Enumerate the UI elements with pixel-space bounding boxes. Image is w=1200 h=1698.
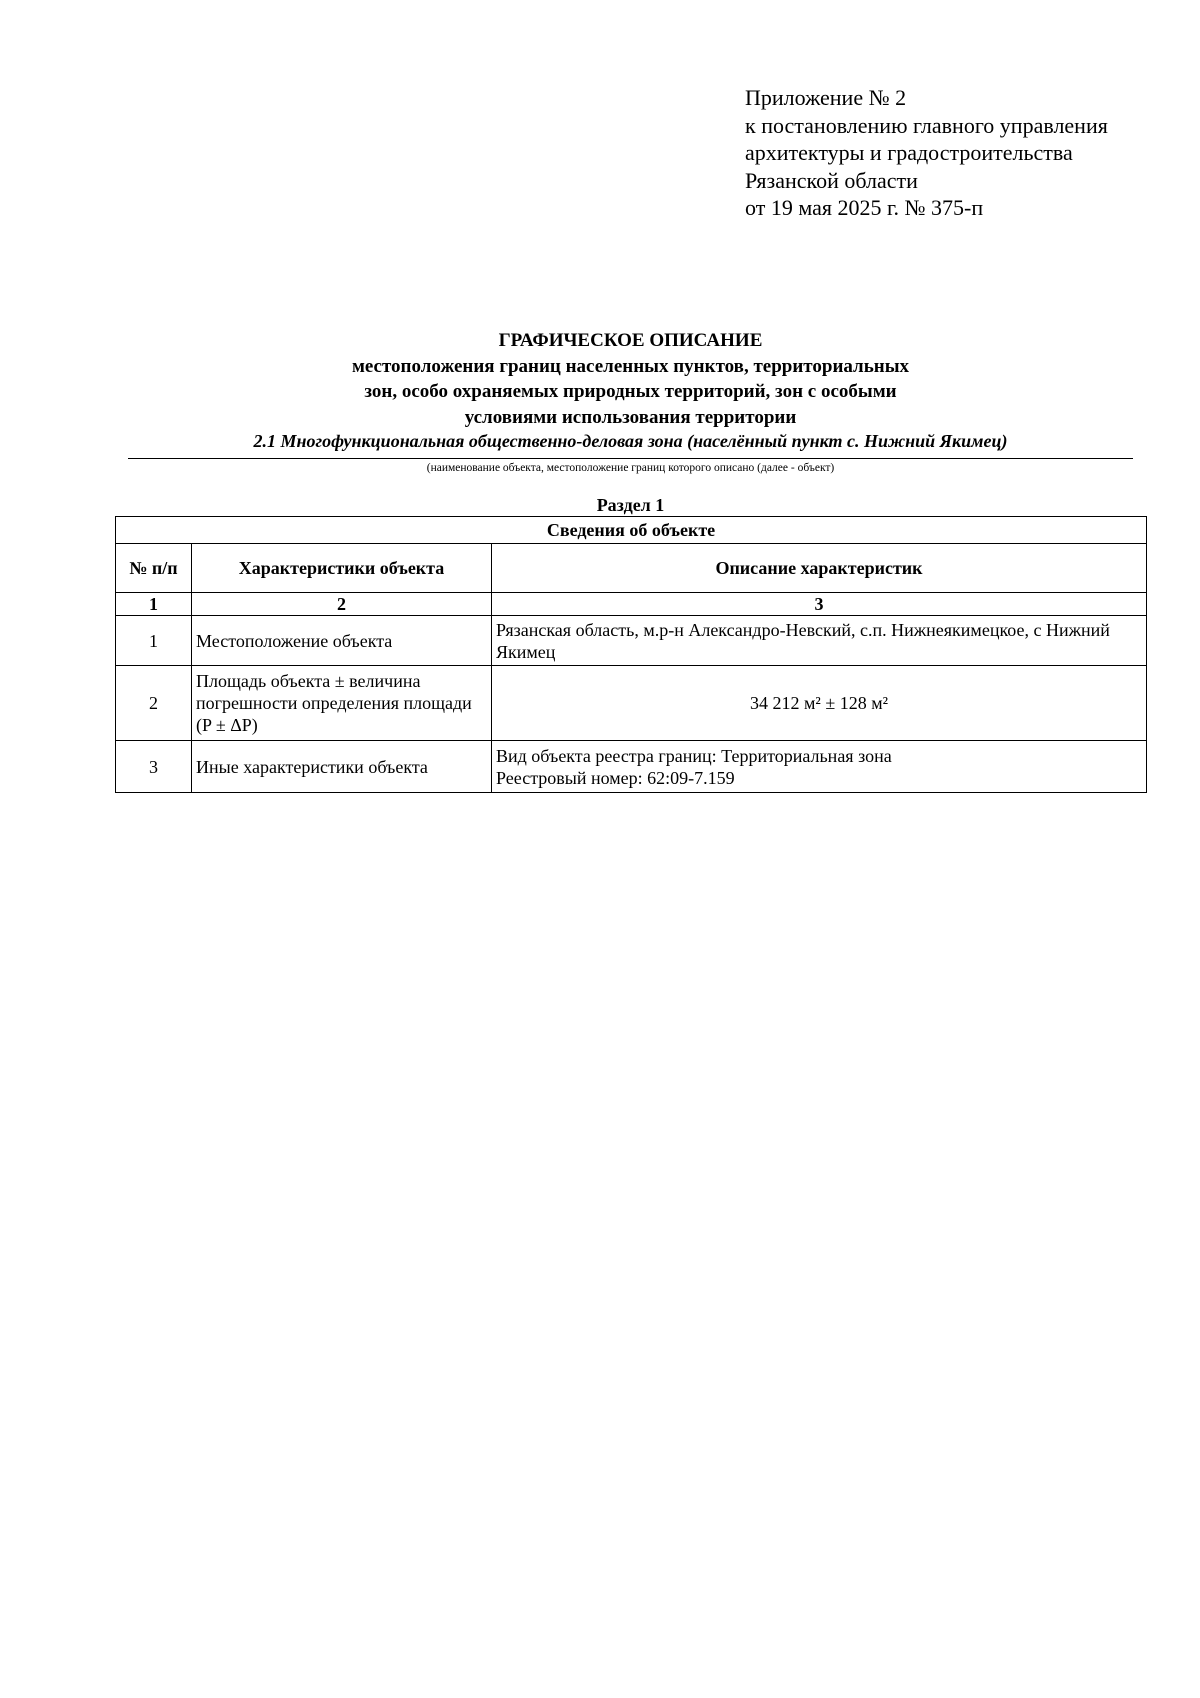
appendix-line: Приложение № 2: [745, 85, 907, 110]
title-line: зон, особо охраняемых природных территорий, зон с особыми: [364, 381, 897, 402]
column-header-number: № п/п: [116, 544, 192, 593]
object-info-table: [115, 516, 1147, 793]
row-characteristic: Местоположение объекта: [192, 616, 492, 666]
description-line: Реестровый номер: 62:09-7.159: [496, 767, 735, 788]
table-row: [116, 616, 1147, 666]
row-number: 2: [116, 666, 192, 741]
table-row: [116, 741, 1147, 793]
column-numbers-row: [116, 593, 1147, 616]
column-number: 2: [192, 593, 492, 616]
table-title: Сведения об объекте: [116, 517, 1147, 544]
title-line: местоположения границ населенных пунктов, территориальных: [351, 355, 910, 377]
appendix-line: к постановлению главного управления: [745, 112, 1108, 138]
row-number: 1: [116, 616, 192, 666]
section-title: Раздел 1: [596, 495, 665, 515]
table-title-row: [116, 517, 1147, 544]
appendix-line: от 19 мая 2025 г. № 375-п: [745, 195, 984, 220]
document-title: [128, 328, 1133, 430]
column-number: 1: [116, 593, 192, 616]
appendix-line: архитектуры и градостроительства: [745, 140, 1073, 165]
object-name: 2.1 Многофункциональная общественно-деловая зона (населённый пункт с. Нижний Якимец): [253, 431, 1008, 451]
description-line: 34 212 м² ± 128 м²: [750, 693, 888, 713]
description-line: Вид объекта реестра границ: Территориальная зона: [496, 745, 892, 766]
object-name-hint: (наименование объекта, местоположение границ которого описано (далее - объект): [426, 462, 835, 474]
object-name-underline: [128, 458, 1133, 459]
row-description: [492, 666, 1147, 741]
column-header-description: Описание характеристик: [492, 544, 1147, 593]
description-line: Рязанская область, м.р-н Александро-Невский, с.п. Нижнеякимецкое, с Нижний Якимец: [496, 619, 1110, 662]
table-row: [116, 666, 1147, 741]
title-line: ГРАФИЧЕСКОЕ ОПИСАНИЕ: [498, 330, 763, 351]
row-characteristic: Иные характеристики объекта: [192, 741, 492, 793]
table-header-row: [116, 544, 1147, 593]
row-description: [492, 741, 1147, 793]
column-header-characteristic: Характеристики объекта: [192, 544, 492, 593]
row-characteristic: Площадь объекта ± величина погрешности определения площади (P ± ΔP): [192, 666, 492, 741]
column-number: 3: [492, 593, 1147, 616]
appendix-header: [745, 84, 1108, 222]
title-line: условиями использования территории: [464, 406, 797, 428]
row-number: 3: [116, 741, 192, 793]
row-description: [492, 616, 1147, 666]
appendix-line: Рязанской области: [745, 167, 918, 193]
